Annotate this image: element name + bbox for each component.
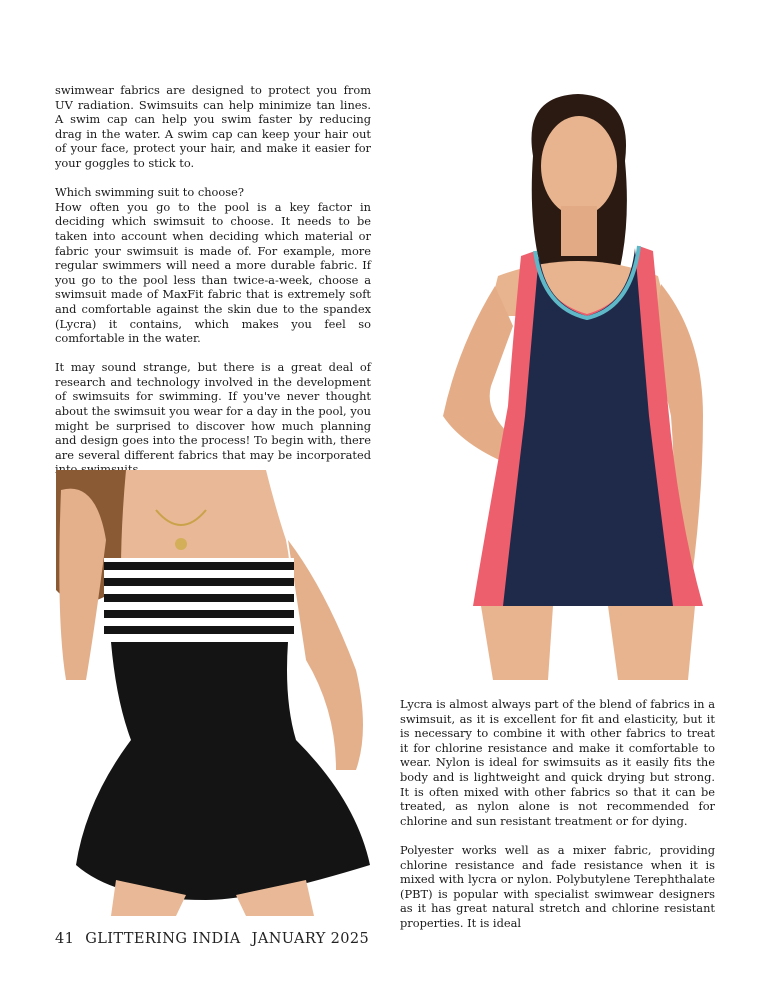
page-footer	[55, 931, 375, 947]
magazine-name: GLITTERING INDIA	[85, 931, 241, 947]
swimsuit-photo-sporty	[403, 86, 715, 680]
paragraph: Lycra is almost always part of the blend of fabrics in a swimsuit, as it is excellent for fit and elasticity, but it is necessary to combine it with other fabrics to treat it for chlorine resistance and make it comfortable to wear. Nylon is ideal for swimsuits as it easily fits the body and is lightweight and quick drying but strong. It is often mixed with other fabrics so that it can be treated, as nylon alone is not recommended for chlorine and sun resistant treatment or for dying.	[400, 697, 715, 828]
page-number: 41	[55, 931, 75, 947]
paragraph: Polyester works well as a mixer fabric, providing chlorine resistance and fade resistance when it is mixed with lycra or nylon. Polybutylene Terephthalate (PBT) is popular with specialist swimwear designers as it has great natural stretch and chlorine resistant properties. It is ideal	[400, 842, 715, 930]
paragraph: swimwear fabrics are designed to protect you from UV radiation. Swimsuits can help minimize tan lines. A swim cap can help you swim faster by reducing drag in the water. A swim cap can keep your hair out of your face, protect your hair, and make it easier for your goggles to stick to.	[55, 83, 371, 170]
paragraph: It may sound strange, but there is a great deal of research and technology involved in the development of swimsuits for swimming. If you've never thought about the swimsuit you wear for a day in the pool, you might be surprised to discover how much planning and design goes into the process! To begin with, there are several different fabrics that may be incorporated	[55, 360, 371, 462]
left-text-column	[55, 83, 371, 492]
issue-date: JANUARY 2025	[251, 931, 370, 947]
paragraph: How often you go to the pool is a key factor in deciding which swimsuit to choose. It needs to be taken into account when deciding which material or fabric your swimsuit is made of. For example, more regular swimmers will need a more durable fabric. If you go to the pool less than twice-a-week, choose a swimsuit made of MaxFit fabric that is extremely soft and comfortable against the skin due to the spandex (Lycra) it contains, which makes you feel so comfortable in the water.	[55, 199, 371, 346]
right-text-column	[400, 697, 715, 931]
subheading: Which swimming suit to choose?	[55, 185, 244, 200]
swimsuit-photo-skirted	[56, 470, 370, 916]
